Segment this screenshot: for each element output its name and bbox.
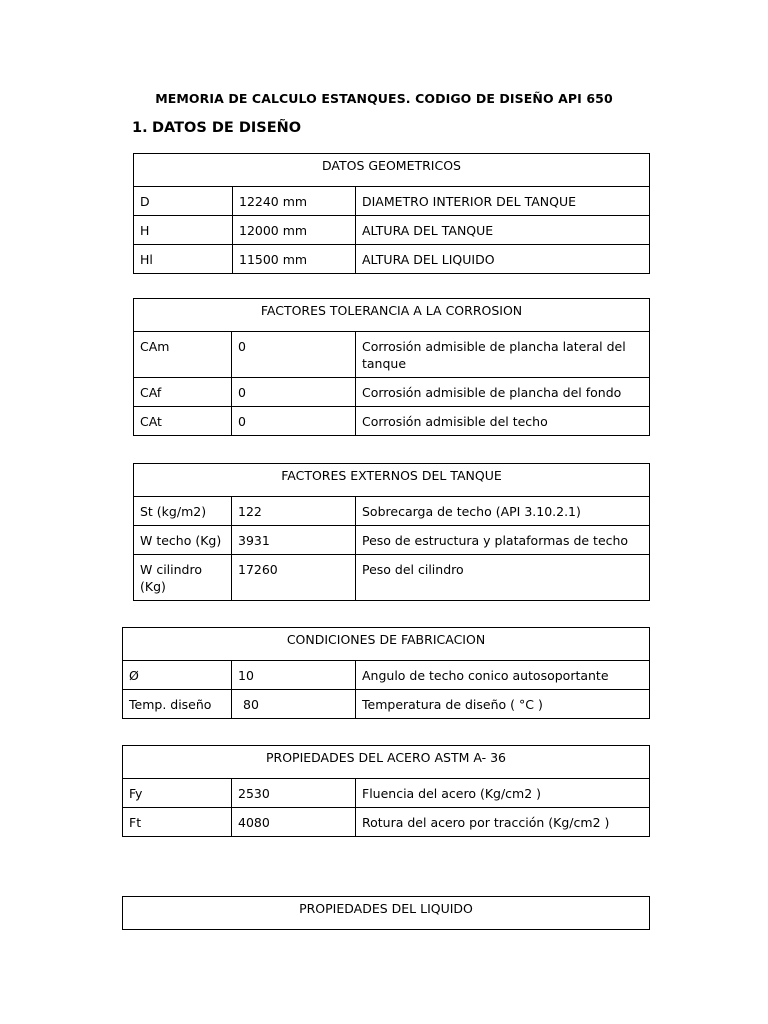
symbol-cell: W techo (Kg) [134,526,232,555]
table-row [123,690,650,719]
table-row [134,378,650,407]
section-heading [132,120,301,136]
description-cell: Corrosión admisible de plancha del fondo [356,378,650,407]
table-row [134,187,650,216]
table-row [134,555,650,601]
table-title: CONDICIONES DE FABRICACION [123,628,650,661]
value-cell: 3931 [232,526,356,555]
table-title: PROPIEDADES DEL ACERO ASTM A- 36 [123,746,650,779]
symbol-cell: D [134,187,233,216]
table-title: FACTORES TOLERANCIA A LA CORROSION [134,299,650,332]
section-label: DATOS DE DISEÑO [152,120,302,136]
table-row [123,808,650,837]
table-row [123,661,650,690]
value-cell: 80 [232,690,356,719]
description-cell: ALTURA DEL TANQUE [356,216,650,245]
symbol-cell: Fy [123,779,232,808]
table-row [134,216,650,245]
value-cell: 122 [232,497,356,526]
fabrication-conditions-table [122,627,650,719]
description-cell: Corrosión admisible de plancha lateral del tanque [356,332,650,378]
table-title: DATOS GEOMETRICOS [134,154,650,187]
description-cell: DIAMETRO INTERIOR DEL TANQUE [356,187,650,216]
value-cell: 4080 [232,808,356,837]
symbol-cell: W cilindro (Kg) [134,555,232,601]
table-row [134,407,650,436]
steel-properties-table [122,745,650,837]
description-cell: Rotura del acero por tracción (Kg/cm2 ) [356,808,650,837]
value-cell: 10 [232,661,356,690]
description-cell: ALTURA DEL LIQUIDO [356,245,650,274]
symbol-cell: CAf [134,378,232,407]
symbol-cell: Hl [134,245,233,274]
description-cell: Fluencia del acero (Kg/cm2 ) [356,779,650,808]
description-cell: Peso del cilindro [356,555,650,601]
symbol-cell: CAm [134,332,232,378]
table-title: PROPIEDADES DEL LIQUIDO [123,897,650,930]
value-cell: 0 [232,378,356,407]
symbol-cell: Ft [123,808,232,837]
external-factors-table [133,463,650,601]
table-row [134,526,650,555]
description-cell: Angulo de techo conico autosoportante [356,661,650,690]
description-cell: Corrosión admisible del techo [356,407,650,436]
document-title: MEMORIA DE CALCULO ESTANQUES. CODIGO DE DISEÑO API 650 [155,91,613,106]
section-number: 1. [132,120,148,136]
value-cell: 11500 mm [233,245,356,274]
table-row [134,245,650,274]
description-cell: Sobrecarga de techo (API 3.10.2.1) [356,497,650,526]
symbol-cell: Ø [123,661,232,690]
symbol-cell: H [134,216,233,245]
description-cell: Peso de estructura y plataformas de techo [356,526,650,555]
value-cell: 12000 mm [233,216,356,245]
table-title: FACTORES EXTERNOS DEL TANQUE [134,464,650,497]
table-row [134,332,650,378]
value-cell: 0 [232,332,356,378]
corrosion-tolerance-table [133,298,650,436]
liquid-properties-table [122,896,650,930]
description-cell: Temperatura de diseño ( °C ) [356,690,650,719]
symbol-cell: St (kg/m2) [134,497,232,526]
symbol-cell: Temp. diseño [123,690,232,719]
symbol-cell: CAt [134,407,232,436]
value-cell: 17260 [232,555,356,601]
geometric-data-table [133,153,650,274]
table-row [123,779,650,808]
value-cell: 0 [232,407,356,436]
value-cell: 12240 mm [233,187,356,216]
value-cell: 2530 [232,779,356,808]
table-row [134,497,650,526]
